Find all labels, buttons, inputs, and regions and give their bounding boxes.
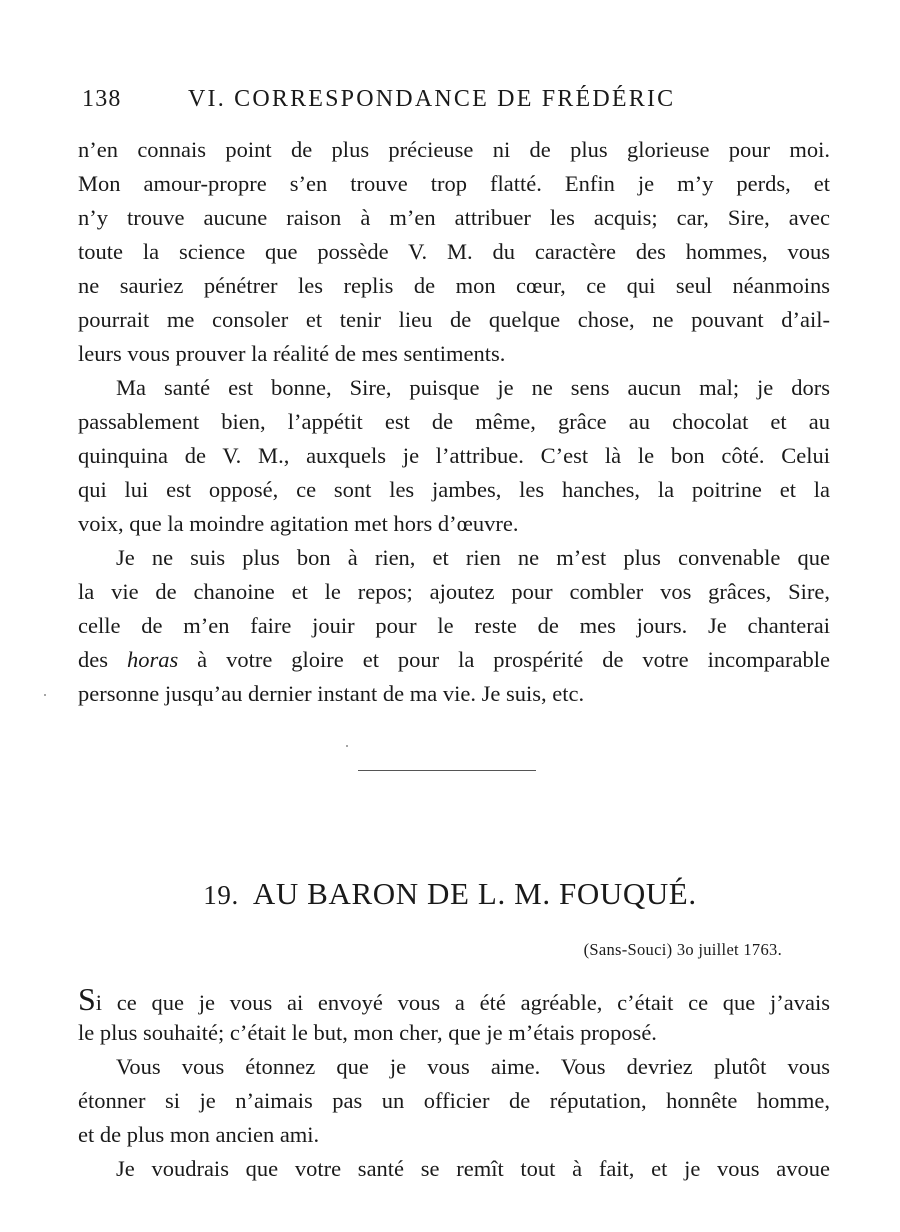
previous-letter-text xyxy=(78,133,830,711)
paper-speck xyxy=(346,745,348,747)
text-line: Je ne suis plus bon à rien, et rien ne m’est plus convenable que xyxy=(116,545,830,570)
letter-text xyxy=(78,982,830,1186)
paper-speck xyxy=(44,694,46,696)
text-line: voix, que la moindre agitation met hors d’œuvre. xyxy=(78,511,519,536)
section-separator xyxy=(358,770,536,771)
text-line: qui lui est opposé, ce sont les jambes, les hanches, la poitrine et la xyxy=(78,477,830,502)
text-line-with-italic xyxy=(78,643,830,677)
text-line: n’en connais point de plus précieuse ni de plus glorieuse pour moi. xyxy=(78,137,830,162)
text-line: ne sauriez pénétrer les replis de mon cœur, ce qui seul néanmoins xyxy=(78,273,830,298)
text-line: et de plus mon ancien ami. xyxy=(78,1122,320,1147)
text-segment: i ce que je vous ai envoyé vous a été agréable, c’était ce que j’avais xyxy=(95,990,830,1015)
text-line: Ma santé est bonne, Sire, puisque je ne sens aucun mal; je dors xyxy=(116,375,830,400)
letter-heading xyxy=(0,876,900,912)
text-line: personne jusqu’au dernier instant de ma vie. Je suis, etc. xyxy=(78,681,585,706)
text-line: Mon amour-propre s’en trouve trop flatté. Enfin je m’y perds, et xyxy=(78,171,830,196)
text-line: toute la science que possède V. M. du caractère des hommes, vous xyxy=(78,239,830,264)
text-line: Vous vous étonnez que je vous aime. Vous devriez plutôt vous xyxy=(116,1054,830,1079)
text-line-with-dropcap xyxy=(78,982,830,1016)
text-line: leurs vous prouver la réalité de mes sentiments. xyxy=(78,341,506,366)
running-head-title: VI. CORRESPONDANCE DE FRÉDÉRIC xyxy=(188,86,676,112)
text-line: la vie de chanoine et le repos; ajoutez pour combler vos grâces, Sire, xyxy=(78,579,830,604)
text-line: pourrait me consoler et tenir lieu de quelque chose, ne pouvant d’ail- xyxy=(78,307,830,332)
text-segment: à votre gloire et pour la prospérité de votre incomparable xyxy=(197,647,831,672)
text-line: passablement bien, l’appétit est de même, grâce au chocolat et au xyxy=(78,409,830,434)
letter-number: 19. xyxy=(203,880,239,910)
text-line: celle de m’en faire jouir pour le reste de mes jours. Je chanterai xyxy=(78,613,830,638)
italic-word-horas: horas xyxy=(126,647,179,672)
text-line: le plus souhaité; c’était le but, mon cher, que je m’étais proposé. xyxy=(78,1020,657,1045)
letter-title: AU BARON DE L. M. FOUQUÉ. xyxy=(252,876,697,911)
letter-date: (Sans-Souci) 3o juillet 1763. xyxy=(583,940,782,959)
text-line: quinquina de V. M., auxquels je l’attribue. C’est là le bon côté. Celui xyxy=(78,443,830,468)
text-line: étonner si je n’aimais pas un officier de réputation, honnête homme, xyxy=(78,1088,830,1113)
text-line: n’y trouve aucune raison à m’en attribuer les acquis; car, Sire, avec xyxy=(78,205,830,230)
page-number: 138 xyxy=(82,86,122,112)
text-segment: des xyxy=(78,647,108,672)
text-line: Je voudrais que votre santé se remît tout à fait, et je vous avoue xyxy=(116,1156,830,1181)
dropcap-initial: S xyxy=(78,981,96,1017)
running-head xyxy=(82,84,822,118)
